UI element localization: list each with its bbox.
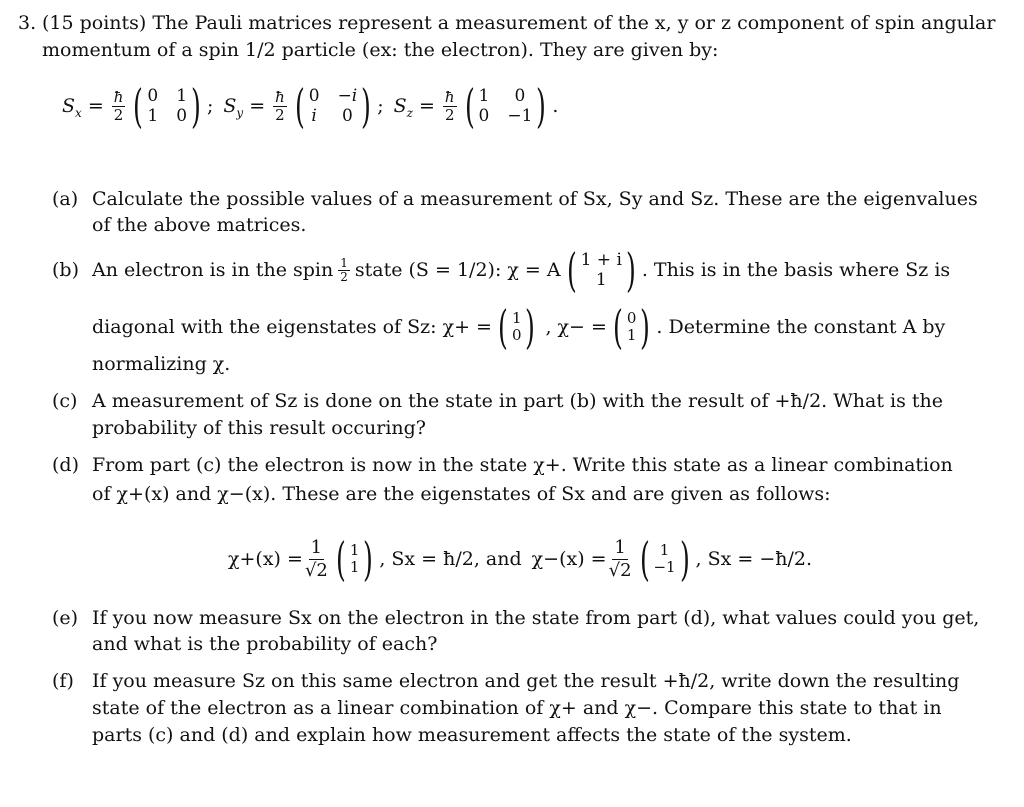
sz-eq: = (418, 95, 435, 117)
pauli-matrices: $S_x$ = $\frac{ħ}{2}$ ( 0 1 1 0 ) ; $S_y$ = $\frac{ħ}{2}$ ( 0 −i i 0 ) ; $S_z$ = $\frac{ħ}{2}$ ( 1 0 0 −1 ) . (62, 79, 559, 133)
part-c-line2: probability of this result occuring? (92, 417, 426, 439)
part-c-line1: A measurement of Sz is done on the state in part (b) with the result of +ħ/2. What is the (92, 390, 943, 412)
problem-number: 3. (18, 12, 37, 34)
sy-eq: = (249, 95, 266, 117)
part-d-label: (d) (52, 454, 79, 476)
chi-minus-x-vector: ( 1 −1 ) (639, 532, 690, 586)
problem-intro-line2: momentum of a spin 1/2 particle (ex: the electron). They are given by: (42, 39, 719, 61)
chi-minus-x-value: , Sx = −ħ/2. (695, 548, 813, 570)
part-b-text-pre: An electron is in the spin (92, 259, 334, 281)
part-b-line2 (92, 299, 945, 355)
part-a-label: (a) (52, 188, 79, 210)
part-f-line3: parts (c) and (d) and explain how measurement affects the state of the system. (92, 724, 852, 746)
chi-plus-x-vector: ( 1 1 ) (335, 532, 374, 586)
inv-sqrt2-frac-2: $\frac{1}{√2}$ (608, 536, 632, 581)
part-f-line2: state of the electron as a linear combination of χ+ and χ−. Compare this state to that in (92, 697, 942, 719)
chi-vector: ( 1 + i 1 ) (566, 243, 636, 297)
sy-matrix: ( 0 −i i 0 ) (294, 79, 372, 133)
part-f-label: (f) (52, 670, 74, 692)
sz-hbar-frac: $\frac{ħ}{2}$ (444, 87, 455, 124)
sy-hbar-frac: $\frac{ħ}{2}$ (275, 87, 285, 124)
part-a-line1: Calculate the possible values of a measurement of Sx, Sy and Sz. These are the eigenvalues (92, 188, 978, 210)
part-b-chi-plus-label: diagonal with the eigenstates of Sz: χ+ = (92, 316, 492, 338)
part-b-text-post2: . Determine the constant A by (656, 316, 946, 338)
part-d-line2: of χ+(x) and χ−(x). These are the eigenstates of Sx and are given as follows: (92, 483, 831, 505)
part-d-line1: From part (c) the electron is now in the state χ+. Write this state as a linear combination (92, 454, 953, 476)
inv-sqrt2-frac-1: $\frac{1}{√2}$ (304, 536, 328, 581)
part-e-line2: and what is the probability of each? (92, 633, 438, 655)
part-b-line1 (92, 242, 950, 298)
part-e-line1: If you now measure Sx on the electron in the state from part (d), what values could you get, (92, 607, 980, 629)
part-b-state: state (S = 1/2): χ = A (354, 259, 561, 281)
chi-plus-vector: ( 1 0 ) (498, 300, 536, 354)
part-f-line1: If you measure Sz on this same electron and get the result +ħ/2, write down the resulting (92, 670, 960, 692)
part-e-label: (e) (52, 607, 79, 629)
part-b-label: (b) (52, 259, 79, 281)
sz-matrix: ( 1 0 0 −1 ) (464, 79, 547, 133)
sx-eigenstates-equation (228, 526, 812, 592)
problem-intro-line1 (42, 11, 995, 35)
half-fraction: $\frac{1}{2}$ (340, 255, 348, 284)
part-c-label: (c) (52, 390, 78, 412)
sx-label: $S_x$ (62, 95, 82, 120)
chi-plus-x-value: , Sx = ħ/2, and (379, 548, 522, 570)
part-b-chi-minus-label: , χ− = (545, 316, 607, 338)
sx-eq: = (87, 95, 104, 117)
intro-text-1: (15 points) The Pauli matrices represent a measurement of the x, y or z component of spin angular (42, 12, 996, 34)
sz-label: $S_z$ (393, 95, 413, 120)
sx-hbar-frac: $\frac{ħ}{2}$ (113, 87, 124, 124)
sep-2: ; (377, 95, 384, 117)
part-a-line2: of the above matrices. (92, 214, 307, 236)
chi-plus-x-label: χ+(x) = (228, 548, 303, 570)
sep-1: ; (206, 95, 214, 117)
part-b-line3: normalizing χ. (92, 353, 231, 375)
chi-minus-vector: ( 0 1 ) (612, 300, 651, 354)
chi-minus-x-label: χ−(x) = (531, 548, 607, 570)
sy-label: $S_y$ (223, 95, 244, 120)
sx-matrix: ( 0 1 1 0 ) (133, 79, 201, 133)
part-b-text-post: . This is in the basis where Sz is (641, 259, 951, 281)
